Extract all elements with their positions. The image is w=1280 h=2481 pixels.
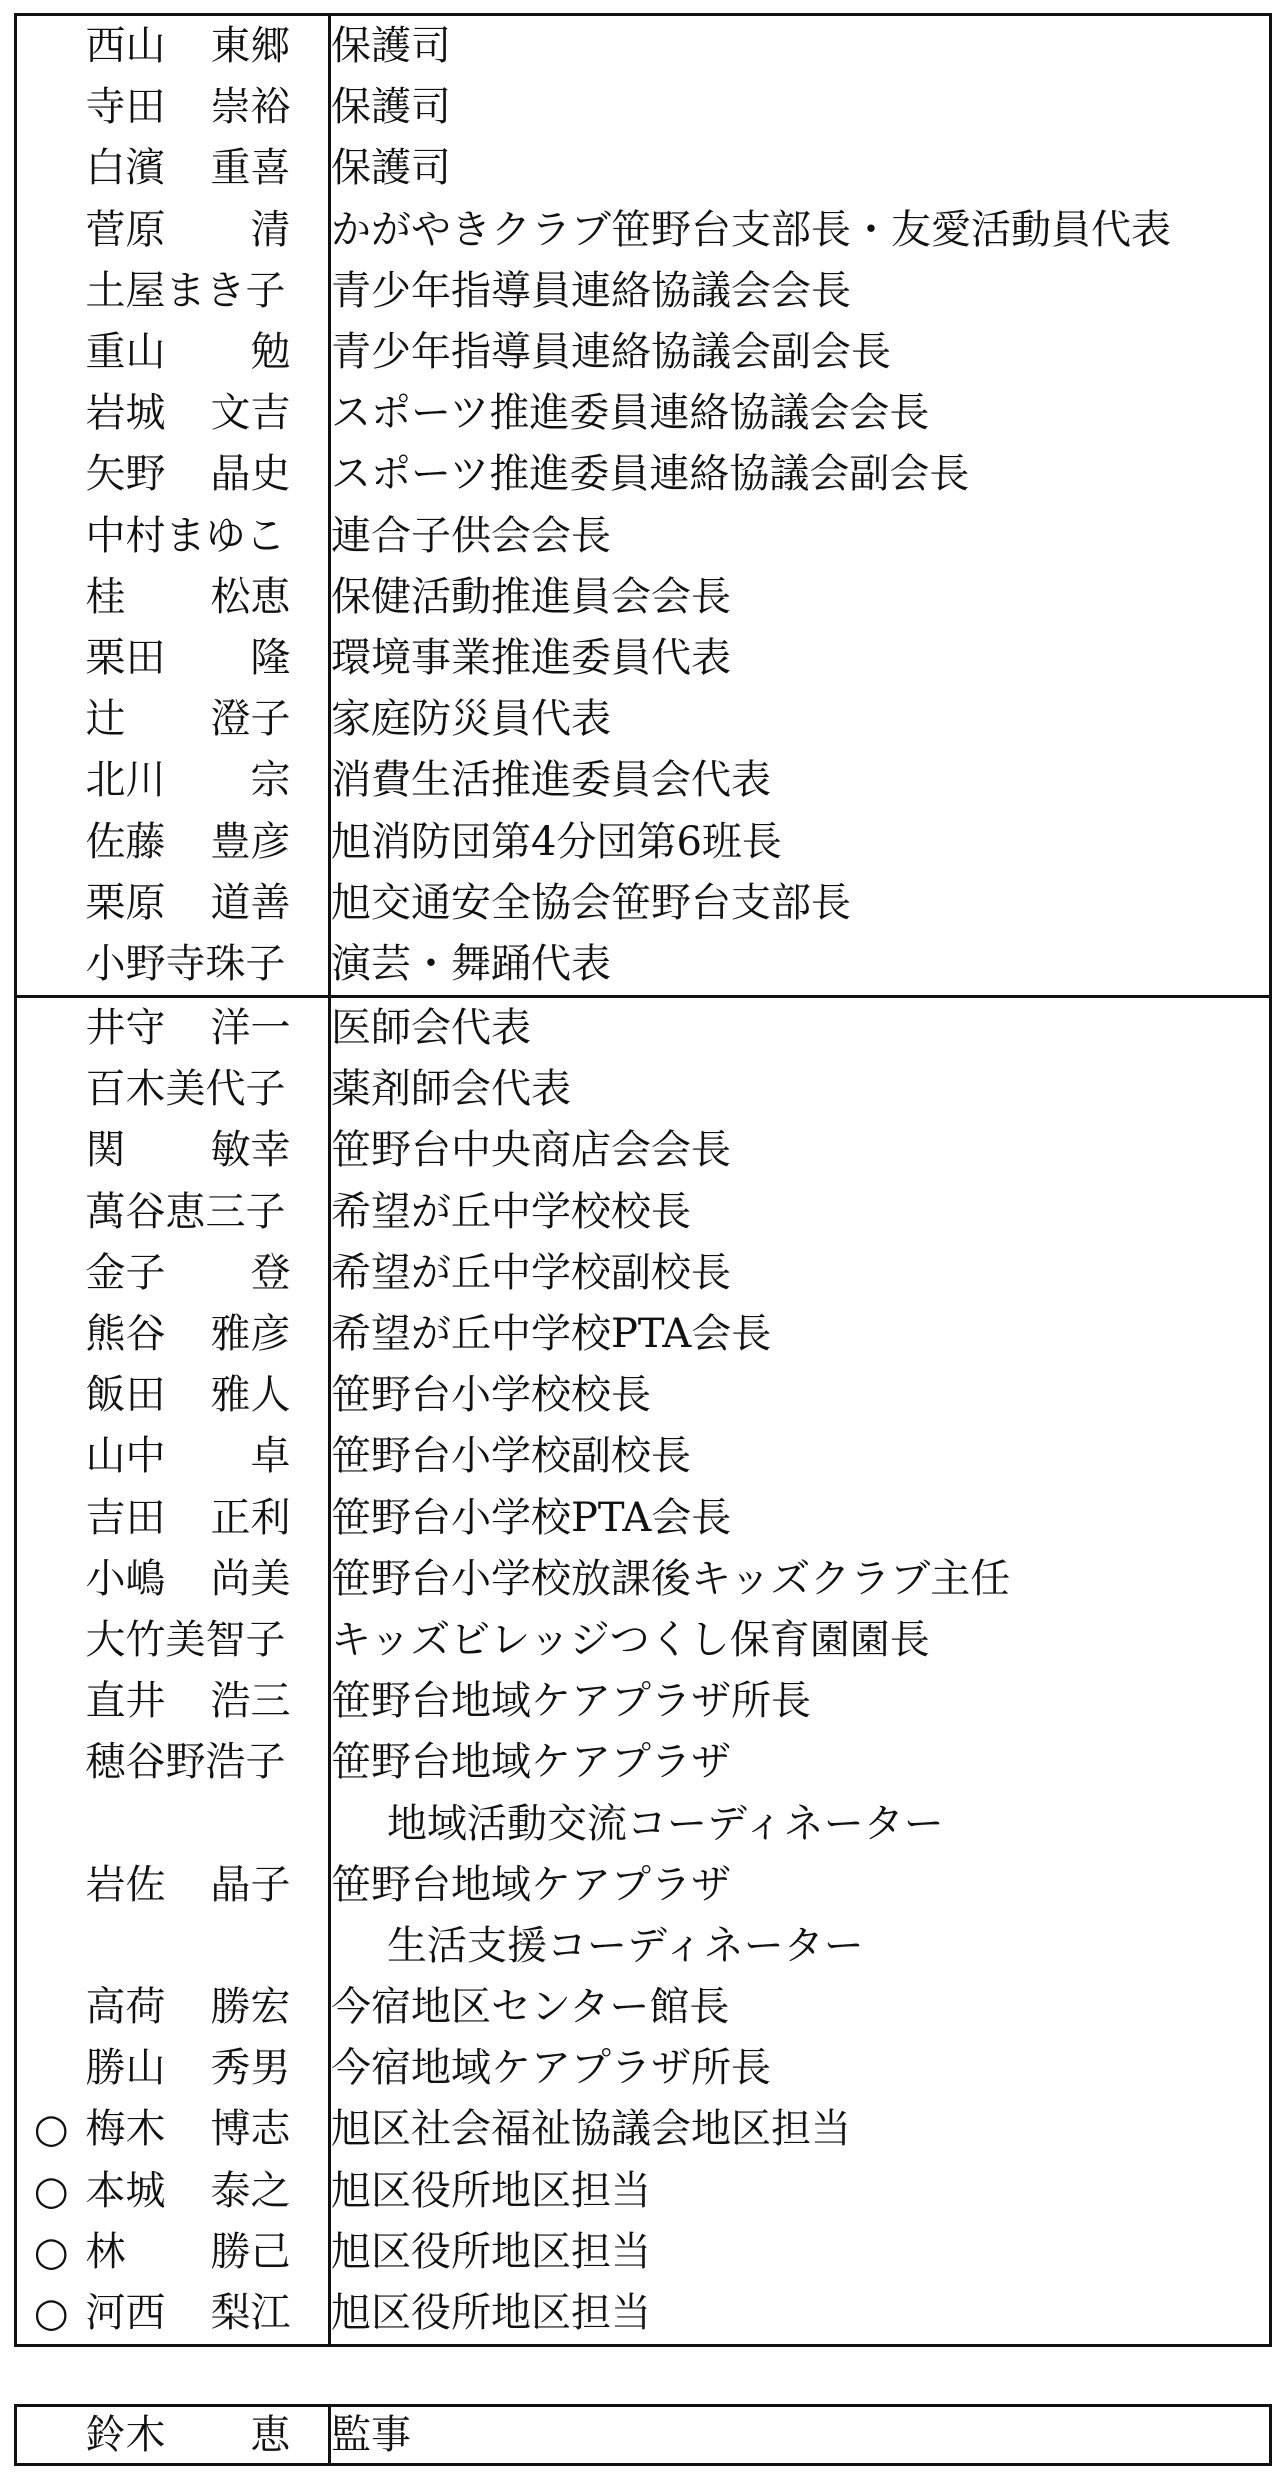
row-mark [16, 15, 86, 78]
member-name [86, 2038, 330, 2099]
auditor-row [16, 2406, 1271, 2465]
member-surname: 西山 [85, 23, 166, 70]
member-surname: 大竹美智子 [85, 1616, 286, 1663]
member-name [86, 1182, 330, 1243]
row-mark [16, 1793, 86, 1854]
member-roster-body [16, 15, 1271, 2346]
member-surname: 佐藤 [85, 818, 166, 865]
member-given-name: 勝宏 [210, 1984, 291, 2031]
member-name [86, 1120, 330, 1181]
member-role: 旭区社会福祉協議会地区担当 [331, 2106, 851, 2153]
row-mark [16, 383, 86, 444]
member-row [16, 628, 1271, 689]
member-row [16, 1549, 1271, 1610]
member-given-name: 恵 [250, 2412, 291, 2458]
member-name [86, 2099, 330, 2160]
member-row [16, 138, 1271, 199]
member-role: 旭区役所地区担当 [331, 2290, 651, 2337]
member-row [16, 322, 1271, 383]
member-given-name: 隆 [250, 634, 291, 681]
member-surname: 北川 [85, 757, 166, 804]
member-surname: 小嶋 [85, 1555, 166, 1602]
member-given-name: 重喜 [210, 145, 291, 192]
member-given-name: 清 [250, 206, 291, 253]
member-given-name: 東郷 [210, 23, 291, 70]
member-role: 環境事業推進委員代表 [331, 634, 731, 681]
member-role: 笹野台小学校放課後キッズクラブ主任 [331, 1555, 1011, 1602]
member-surname: 金子 [85, 1249, 166, 1296]
member-name [86, 506, 330, 567]
member-given-name: 浩三 [210, 1678, 291, 1725]
row-mark [16, 628, 86, 689]
member-row [16, 1182, 1271, 1243]
row-mark [16, 506, 86, 567]
member-surname: 直井 [85, 1678, 166, 1725]
member-role: 保護司 [331, 23, 451, 70]
row-mark [16, 2038, 86, 2099]
member-given-name: 雅人 [210, 1372, 291, 1419]
member-role: 薬剤師会代表 [331, 1066, 571, 1113]
member-row [16, 200, 1271, 261]
member-role: 旭消防団第4分団第6班長 [331, 818, 782, 865]
member-surname: 岩佐 [85, 1861, 166, 1908]
member-surname: 関 [85, 1127, 126, 1174]
member-surname: 穂谷野浩子 [85, 1739, 286, 1786]
member-row [16, 444, 1271, 505]
auditor-table [14, 2404, 1272, 2466]
member-name [86, 1059, 330, 1120]
member-role: スポーツ推進委員連絡協議会会長 [331, 390, 930, 437]
member-given-name: 秀男 [210, 2045, 291, 2092]
row-mark [16, 1610, 86, 1671]
row-mark [16, 1855, 86, 1916]
member-row [16, 2038, 1271, 2099]
member-name [86, 2161, 330, 2222]
member-role: 希望が丘中学校校長 [331, 1188, 691, 1235]
member-surname: 栗田 [85, 634, 166, 681]
member-name [86, 200, 330, 261]
member-row [16, 1855, 1271, 1916]
member-given-name: 洋一 [210, 1005, 291, 1052]
row-mark [16, 873, 86, 934]
member-row [16, 2099, 1271, 2160]
member-name [86, 77, 330, 138]
member-role: かがやきクラブ笹野台支部長・友愛活動員代表 [331, 206, 1171, 253]
member-name [86, 567, 330, 628]
member-name [86, 1304, 330, 1365]
member-roster-table [14, 13, 1272, 2347]
member-row [16, 1793, 1271, 1854]
row-mark [16, 1365, 86, 1426]
member-row [16, 1916, 1271, 1977]
member-row [16, 934, 1271, 997]
member-row [16, 1059, 1271, 1120]
member-given-name: 松恵 [210, 573, 291, 620]
member-role: 希望が丘中学校PTA会長 [331, 1311, 772, 1358]
row-mark [16, 1243, 86, 1304]
member-name [86, 997, 330, 1060]
member-role: 笹野台小学校副校長 [331, 1433, 691, 1480]
member-role: 消費生活推進委員会代表 [331, 757, 771, 804]
member-surname: 林 [85, 2228, 126, 2275]
member-role: スポーツ推進委員連絡協議会副会長 [331, 451, 970, 498]
row-mark [16, 934, 86, 997]
member-name [86, 750, 330, 811]
member-surname: 白濱 [85, 145, 166, 192]
member-role: キッズビレッジつくし保育園園長 [331, 1616, 930, 1663]
member-role: 生活支援コーディネーター [387, 1922, 864, 1969]
member-row [16, 2283, 1271, 2346]
row-mark [16, 1120, 86, 1181]
member-name [86, 444, 330, 505]
member-surname: 井守 [85, 1005, 166, 1052]
member-given-name: 敏幸 [210, 1127, 291, 1174]
member-name [86, 628, 330, 689]
member-role: 監事 [331, 2412, 411, 2458]
row-mark [16, 1488, 86, 1549]
member-given-name: 宗 [250, 757, 291, 804]
row-mark [16, 1304, 86, 1365]
member-name [86, 2222, 330, 2283]
row-mark [16, 444, 86, 505]
member-role: 連合子供会会長 [331, 512, 611, 559]
member-name [86, 1610, 330, 1671]
member-name [86, 689, 330, 750]
member-row [16, 689, 1271, 750]
member-row [16, 997, 1271, 1060]
member-row [16, 2222, 1271, 2283]
row-mark [16, 1059, 86, 1120]
member-surname: 桂 [85, 573, 126, 620]
row-mark [16, 1977, 86, 2038]
member-surname: 熊谷 [85, 1311, 166, 1358]
member-role: 保護司 [331, 145, 451, 192]
member-given-name: 雅彦 [210, 1311, 291, 1358]
member-name [86, 811, 330, 872]
member-name [86, 1732, 330, 1793]
row-mark [16, 77, 86, 138]
row-mark [16, 1732, 86, 1793]
member-given-name: 梨江 [210, 2290, 291, 2337]
row-mark: ○ [33, 2106, 69, 2153]
member-role: 医師会代表 [330, 997, 1271, 1060]
member-row [16, 1671, 1271, 1732]
member-given-name: 登 [250, 1249, 291, 1296]
member-surname: 飯田 [85, 1372, 166, 1419]
member-row [16, 1426, 1271, 1487]
member-role: 地域活動交流コーディネーター [387, 1800, 944, 1847]
member-row [16, 750, 1271, 811]
member-name [86, 1916, 330, 1977]
member-row [16, 1365, 1271, 1426]
member-name [86, 934, 330, 997]
member-role: 青少年指導員連絡協議会会長 [331, 267, 851, 314]
member-given-name: 勉 [250, 329, 291, 376]
member-given-name: 勝己 [210, 2228, 291, 2275]
row-mark [16, 1916, 86, 1977]
member-name [86, 1793, 330, 1854]
member-role: 保健活動推進員会会長 [331, 573, 731, 620]
row-mark [16, 2406, 86, 2465]
member-surname: 栗原 [85, 879, 166, 926]
row-mark: ○ [33, 2228, 69, 2275]
member-surname: 鈴木 [85, 2412, 166, 2458]
row-mark [16, 1549, 86, 1610]
row-mark [16, 322, 86, 383]
member-role: 家庭防災員代表 [331, 696, 611, 743]
member-row [16, 2161, 1271, 2222]
member-row [16, 506, 1271, 567]
member-given-name: 泰之 [210, 2167, 291, 2214]
member-role: 希望が丘中学校副校長 [331, 1249, 731, 1296]
member-role: 旭区役所地区担当 [331, 2167, 651, 2214]
member-role: 笹野台地域ケアプラザ [331, 1861, 731, 1908]
member-given-name: 尚美 [210, 1555, 291, 1602]
member-name [86, 261, 330, 322]
member-row [16, 1488, 1271, 1549]
member-surname: 河西 [85, 2290, 166, 2337]
member-name [86, 383, 330, 444]
member-name [86, 2283, 330, 2346]
member-surname: 小野寺珠子 [85, 940, 286, 987]
member-given-name: 博志 [210, 2106, 291, 2153]
member-row [16, 1977, 1271, 2038]
member-name [86, 1243, 330, 1304]
member-surname: 吉田 [85, 1494, 166, 1541]
member-role: 笹野台中央商店会会長 [331, 1127, 731, 1174]
member-surname: 百木美代子 [85, 1066, 286, 1113]
member-row [16, 811, 1271, 872]
row-mark: ○ [33, 2167, 69, 2214]
member-row [16, 15, 1271, 78]
member-name [86, 15, 330, 78]
member-surname: 寺田 [85, 84, 166, 131]
member-name [86, 138, 330, 199]
member-surname: 梅木 [85, 2106, 166, 2153]
member-role: 笹野台小学校PTA会長 [331, 1494, 732, 1541]
member-surname: 土屋まき子 [85, 267, 286, 314]
member-row [16, 1120, 1271, 1181]
member-surname: 辻 [85, 696, 126, 743]
member-role: 笹野台地域ケアプラザ [331, 1739, 731, 1786]
member-role: 旭区役所地区担当 [331, 2228, 651, 2275]
member-row [16, 1304, 1271, 1365]
member-surname: 本城 [85, 2167, 166, 2214]
member-row [16, 1732, 1271, 1793]
member-name [86, 1488, 330, 1549]
member-row [16, 1610, 1271, 1671]
member-row [16, 873, 1271, 934]
row-mark [16, 138, 86, 199]
member-surname: 山中 [85, 1433, 166, 1480]
member-role: 今宿地区センター館長 [331, 1984, 730, 2031]
member-role: 今宿地域ケアプラザ所長 [331, 2045, 771, 2092]
row-mark [16, 1182, 86, 1243]
member-name [86, 1977, 330, 2038]
member-name [86, 1365, 330, 1426]
member-name [86, 1426, 330, 1487]
row-mark [16, 997, 86, 1060]
member-given-name: 正利 [210, 1494, 291, 1541]
row-mark [16, 750, 86, 811]
member-name [86, 1671, 330, 1732]
member-row [16, 1243, 1271, 1304]
member-given-name: 道善 [210, 879, 291, 926]
row-mark [16, 567, 86, 628]
row-mark: ○ [33, 2290, 69, 2337]
member-row [16, 567, 1271, 628]
member-name [86, 322, 330, 383]
member-surname: 勝山 [85, 2045, 166, 2092]
member-given-name: 晶子 [210, 1861, 291, 1908]
member-row [16, 77, 1271, 138]
member-role: 笹野台地域ケアプラザ所長 [331, 1678, 811, 1725]
member-surname: 高荷 [85, 1984, 166, 2031]
member-surname: 菅原 [85, 206, 166, 253]
member-given-name: 豊彦 [210, 818, 291, 865]
member-given-name: 文吉 [210, 390, 291, 437]
row-mark [16, 1671, 86, 1732]
row-mark [16, 261, 86, 322]
member-name [86, 873, 330, 934]
row-mark [16, 689, 86, 750]
member-role: 旭交通安全協会笹野台支部長 [331, 879, 851, 926]
member-role: 演芸・舞踊代表 [331, 940, 611, 987]
member-name [86, 1855, 330, 1916]
member-name [86, 2406, 330, 2465]
member-surname: 矢野 [85, 451, 166, 498]
member-name [86, 1549, 330, 1610]
row-mark [16, 1426, 86, 1487]
member-row [16, 383, 1271, 444]
row-mark [16, 200, 86, 261]
row-mark [16, 811, 86, 872]
auditor-body [16, 2406, 1271, 2465]
member-surname: 岩城 [85, 390, 166, 437]
member-given-name: 澄子 [210, 696, 291, 743]
member-given-name: 晶史 [210, 451, 291, 498]
member-row [16, 261, 1271, 322]
member-surname: 萬谷恵三子 [85, 1188, 286, 1235]
member-surname: 重山 [85, 329, 166, 376]
member-role: 青少年指導員連絡協議会副会長 [331, 329, 891, 376]
member-given-name: 卓 [250, 1433, 291, 1480]
member-role: 保護司 [331, 84, 451, 131]
member-surname: 中村まゆこ [85, 512, 286, 559]
member-given-name: 崇裕 [210, 84, 291, 131]
member-role: 笹野台小学校校長 [331, 1372, 651, 1419]
